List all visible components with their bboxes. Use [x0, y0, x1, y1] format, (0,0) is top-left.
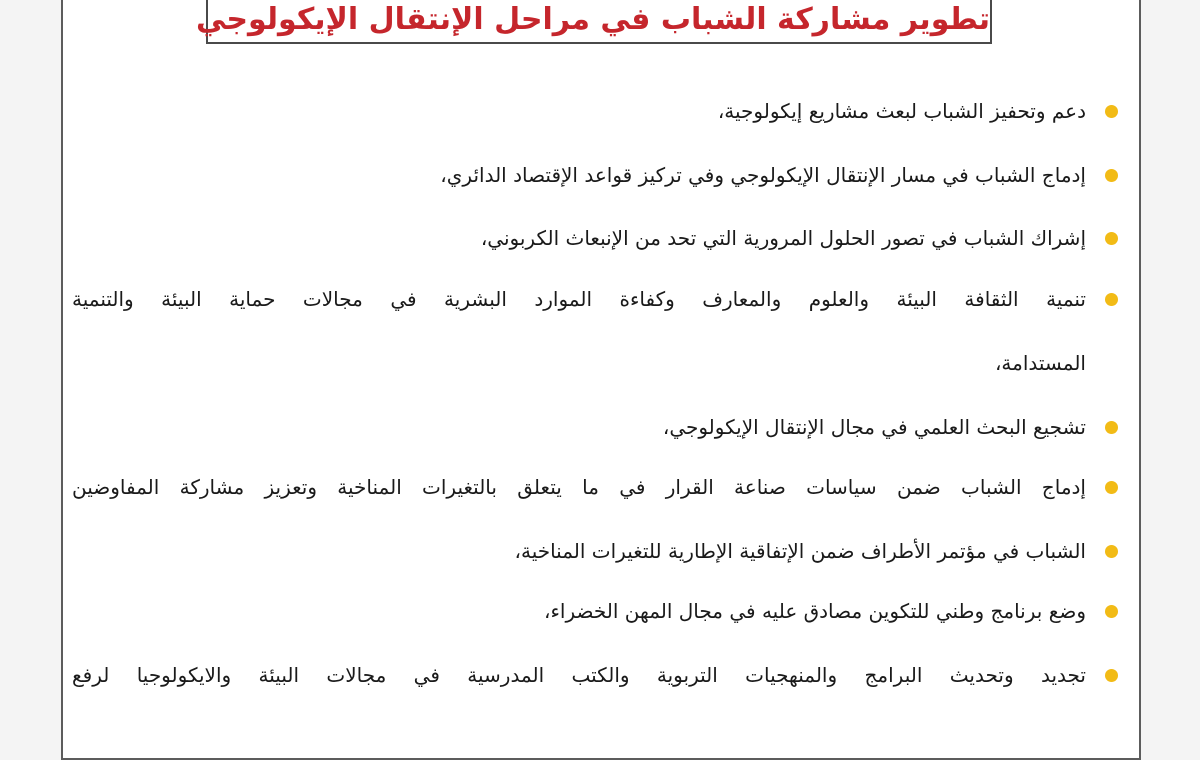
bullet-icon — [1105, 421, 1118, 434]
bullet-icon — [1105, 545, 1118, 558]
bullet-icon — [1105, 605, 1118, 618]
list-item-text: تشجيع البحث العلمي في مجال الإنتقال الإيكولوجي، — [662, 415, 1086, 439]
list-item-text: تنمية الثقافة البيئة والعلوم والمعارف وكفاءة الموارد البشرية في مجالات حماية البيئة والتنمية — [72, 287, 1086, 311]
bullet-icon — [1105, 105, 1118, 118]
list-item-text: إدماج الشباب ضمن سياسات صناعة القرار في ما يتعلق بالتغيرات المناخية وتعزيز مشاركة المفاوضين — [72, 475, 1086, 499]
list-item — [72, 279, 1124, 319]
bullet-icon — [1105, 169, 1118, 182]
bullet-icon — [1105, 232, 1118, 245]
list-item — [72, 218, 1124, 258]
list-item — [72, 531, 1124, 571]
page-title: تطوير مشاركة الشباب في مراحل الإنتقال الإيكولوجي — [195, 2, 990, 37]
list-item — [72, 591, 1124, 631]
list-item-text: إدماج الشباب في مسار الإنتقال الإيكولوجي وفي تركيز قواعد الإقتصاد الدائري، — [440, 163, 1086, 187]
list-item-continuation — [72, 343, 1124, 383]
bullet-icon — [1105, 293, 1118, 306]
list-item — [72, 155, 1124, 195]
list-item-text: المستدامة، — [994, 351, 1086, 375]
list-item-text: وضع برنامج وطني للتكوين مصادق عليه في مجال المهن الخضراء، — [544, 599, 1086, 623]
list-item-text: الشباب في مؤتمر الأطراف ضمن الإتفاقية الإطارية للتغيرات المناخية، — [514, 539, 1086, 563]
list-item — [72, 91, 1124, 131]
list-item-text: إشراك الشباب في تصور الحلول المرورية التي تحد من الإنبعاث الكربوني، — [480, 226, 1086, 250]
bullet-icon — [1105, 669, 1118, 682]
list-item-text: دعم وتحفيز الشباب لبعث مشاريع إيكولوجية، — [717, 99, 1086, 123]
list-item — [72, 467, 1124, 507]
list-item — [72, 655, 1124, 695]
title-box — [195, 0, 992, 44]
bullet-icon — [1105, 481, 1118, 494]
list-item — [72, 407, 1124, 447]
list-item-text: تجديد وتحديث البرامج والمنهجيات التربوية والكتب المدرسية في مجالات البيئة والايكولوجيا لرفع — [72, 663, 1086, 687]
